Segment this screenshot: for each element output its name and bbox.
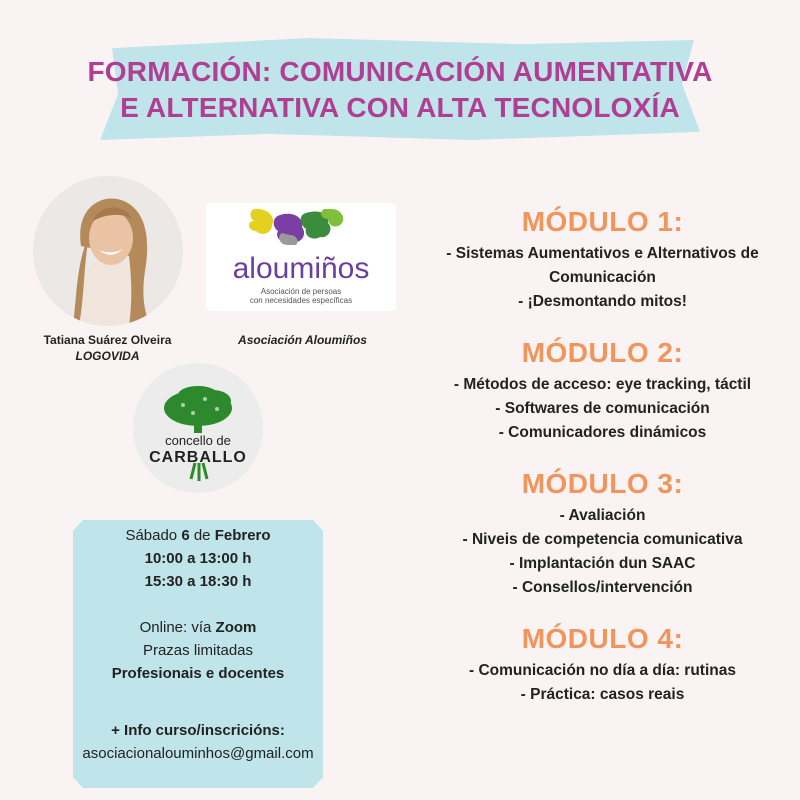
module-item: - ¡Desmontando mitos! xyxy=(518,293,687,310)
speaker-organization: LOGOVIDA xyxy=(75,349,140,363)
module-1 xyxy=(410,205,795,314)
title-line-1: FORMACIÓN: COMUNICACIÓN AUMENTATIVA xyxy=(87,56,713,87)
council-line-1: concello de xyxy=(165,433,231,448)
module-title: MÓDULO 1: xyxy=(521,206,684,237)
module-item: - Comunicación no día a día: rutinas xyxy=(469,662,736,679)
event-places: Prazas limitadas xyxy=(142,642,254,659)
module-title: MÓDULO 3: xyxy=(521,468,684,499)
module-item: - Softwares de comunicación xyxy=(495,400,710,417)
svg-text:Asociación de persoas: Asociación de persoas xyxy=(260,287,342,296)
council-line-2: CARBALLO xyxy=(149,449,247,466)
speaker-name: Tatiana Suárez Olveira xyxy=(43,333,172,347)
speaker-caption xyxy=(20,332,195,364)
module-3 xyxy=(410,467,795,600)
council-logo xyxy=(133,363,263,493)
modules-list xyxy=(410,205,795,729)
svg-text:aloumiños: aloumiños xyxy=(232,252,370,285)
module-item: - Comunicadores dinámicos xyxy=(498,424,707,441)
module-item: - Niveis de competencia comunicativa xyxy=(462,531,743,548)
event-date: Sábado 6 de Febrero xyxy=(125,527,271,544)
module-item: Comunicación xyxy=(549,269,656,286)
module-2 xyxy=(410,336,795,445)
module-item: - Avaliación xyxy=(559,507,646,524)
event-time-1: 10:00 a 13:00 h xyxy=(144,550,252,567)
module-item: - Consellos/intervención xyxy=(512,579,693,596)
event-time-2: 15:30 a 18:30 h xyxy=(144,573,252,590)
svg-text:con necesidades específicas: con necesidades específicas xyxy=(249,296,353,305)
hands-logo-icon xyxy=(206,203,396,311)
event-audience: Profesionais e docentes xyxy=(111,665,285,682)
page-title xyxy=(70,54,730,126)
event-info xyxy=(73,524,323,765)
module-title: MÓDULO 4: xyxy=(521,623,684,654)
module-item: - Sistemas Aumentativos e Alternativos de xyxy=(446,245,759,262)
module-item: - Práctica: casos reais xyxy=(520,686,685,703)
association-caption: Asociación Aloumiños xyxy=(238,333,367,347)
speaker-portrait-image xyxy=(33,176,183,326)
tree-logo-icon xyxy=(133,363,263,493)
contact-email[interactable]: asociacionalouminhos@gmail.com xyxy=(82,745,314,762)
info-label: + Info curso/inscricións: xyxy=(111,722,285,739)
association-logo xyxy=(206,203,396,311)
module-4 xyxy=(410,622,795,707)
module-item: - Métodos de acceso: eye tracking, táctil xyxy=(453,376,752,393)
title-line-2: E ALTERNATIVA CON ALTA TECNOLOXÍA xyxy=(120,92,680,123)
module-item: - Implantación dun SAAC xyxy=(509,555,696,572)
speaker-photo xyxy=(33,176,183,326)
event-online: Online: vía Zoom xyxy=(139,619,257,636)
module-title: MÓDULO 2: xyxy=(521,337,684,368)
